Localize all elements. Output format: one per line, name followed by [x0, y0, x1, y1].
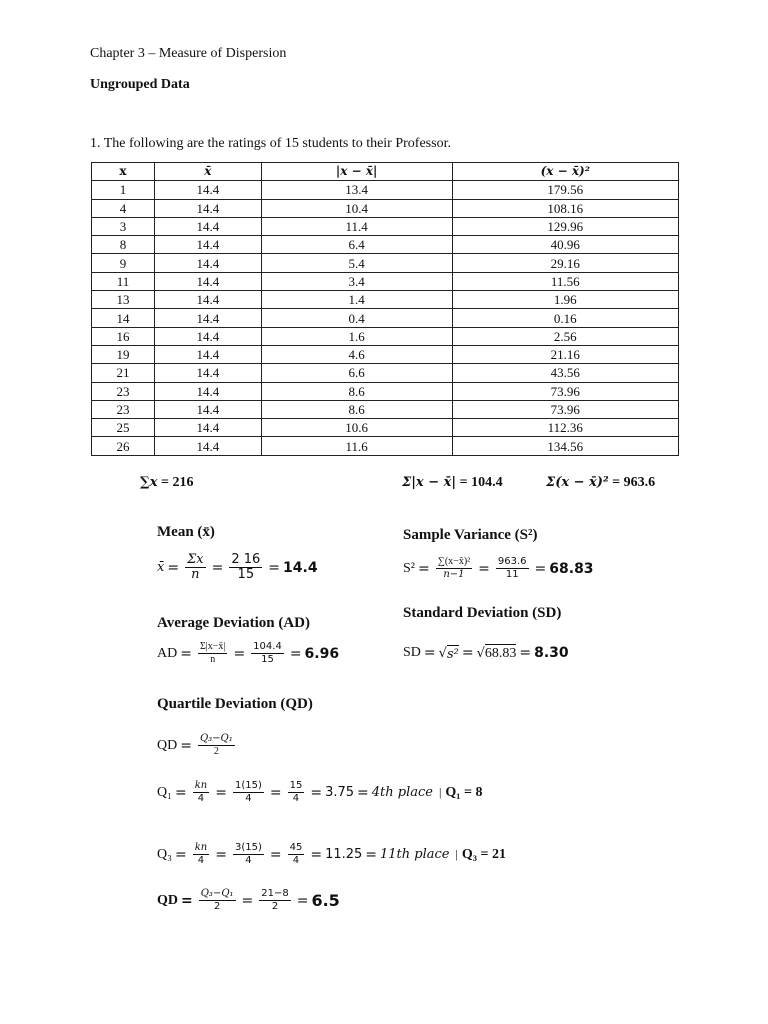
table-row — [92, 400, 679, 418]
ad-def-frac — [198, 641, 227, 666]
qd-final-result: 6.5 — [311, 891, 340, 910]
table-header-row — [92, 163, 679, 181]
cell-abs-dev: 11.4 — [261, 217, 452, 235]
cell-abs-dev: 10.4 — [261, 199, 452, 217]
qd-final-f1-den: 2 — [213, 901, 221, 912]
q3-f3-num: 45 — [289, 842, 303, 853]
cell-x: 14 — [92, 309, 155, 327]
cell-x: 8 — [92, 236, 155, 254]
cell-mean: 14.4 — [154, 327, 261, 345]
table-row — [92, 419, 679, 437]
col-header-x: x — [92, 163, 155, 181]
q1-f3-den: 4 — [292, 793, 300, 804]
cell-mean: 14.4 — [154, 400, 261, 418]
ad-heading: Average Deviation (AD) — [157, 615, 311, 631]
ad-val-frac — [251, 641, 284, 666]
q1-f2-den: 4 — [245, 793, 252, 804]
cell-sq-dev: 29.16 — [452, 254, 678, 272]
q1-separator: | — [438, 785, 442, 799]
cell-mean: 14.4 — [154, 309, 261, 327]
mean-lhs: x̄ — [157, 560, 165, 575]
ratings-table — [91, 162, 679, 456]
sqrt-icon: √ — [438, 645, 447, 661]
table-row — [92, 345, 679, 363]
mean-val-den: 15 — [237, 567, 255, 582]
q3-f1 — [193, 842, 210, 867]
col-header-sq-dev: (x − x̄)² — [452, 163, 678, 181]
section-subtitle: Ungrouped Data — [90, 77, 190, 92]
sum-x-label: ∑x — [140, 475, 158, 490]
cell-sq-dev: 112.36 — [452, 419, 678, 437]
table-row — [92, 236, 679, 254]
qd-def-frac — [198, 733, 235, 758]
cell-abs-dev: 8.6 — [261, 382, 452, 400]
sd-heading: Standard Deviation (SD) — [403, 605, 562, 621]
q3-f3 — [288, 842, 305, 867]
variance-val-den: 11 — [505, 569, 519, 580]
col-header-abs-dev: |x − x̄| — [261, 163, 452, 181]
sd-value: 68.83 — [484, 646, 517, 661]
q1-f3 — [288, 780, 305, 805]
q1-f2 — [233, 780, 264, 805]
table-row — [92, 254, 679, 272]
cell-abs-dev: 1.6 — [261, 327, 452, 345]
cell-abs-dev: 11.6 — [261, 437, 452, 455]
q3-f2 — [233, 842, 264, 867]
mean-result: 14.4 — [283, 559, 318, 576]
cell-sq-dev: 40.96 — [452, 236, 678, 254]
cell-mean: 14.4 — [154, 419, 261, 437]
cell-mean: 14.4 — [154, 254, 261, 272]
cell-sq-dev: 2.56 — [452, 327, 678, 345]
ad-val-num: 104.4 — [253, 641, 282, 652]
cell-x: 4 — [92, 199, 155, 217]
q1-f1 — [193, 780, 210, 805]
table-row — [92, 437, 679, 455]
cell-mean: 14.4 — [154, 181, 261, 199]
ad-def-den: n — [210, 654, 216, 665]
mean-def-num: Σx — [187, 552, 204, 567]
variance-result: 68.83 — [549, 560, 594, 577]
table-row — [92, 327, 679, 345]
cell-x: 13 — [92, 291, 155, 309]
cell-abs-dev: 6.6 — [261, 364, 452, 382]
variance-heading: Sample Variance (S²) — [403, 527, 538, 543]
mean-def-den: n — [191, 567, 200, 582]
cell-abs-dev: 1.4 — [261, 291, 452, 309]
cell-x: 3 — [92, 217, 155, 235]
variance-def-frac — [436, 556, 472, 581]
cell-sq-dev: 11.56 — [452, 272, 678, 290]
cell-x: 21 — [92, 364, 155, 382]
sum-x — [140, 475, 194, 491]
cell-sq-dev: 0.16 — [452, 309, 678, 327]
qd-final-f1 — [199, 888, 236, 913]
ad-formula: AD = $\frac{\Sigma|x-x̄|}{n}$ = $\frac{104.4}{15}$ = 6.96 — [157, 641, 340, 665]
q3-place: 11th place — [380, 847, 450, 862]
table-row — [92, 309, 679, 327]
mean-val-frac — [229, 553, 262, 582]
cell-abs-dev: 8.6 — [261, 400, 452, 418]
col-header-mean: x̄ — [154, 163, 261, 181]
q3-formula: Q₃ = $\frac{kn}{4}$ = $\frac{3(15)}{4}$ = $\frac{45}{4}$ = 11.25 = 11th place | Q₃ = 21 — [157, 842, 506, 866]
cell-mean: 14.4 — [154, 291, 261, 309]
sd-lhs: SD — [403, 645, 421, 660]
ad-val-den: 15 — [261, 654, 274, 665]
cell-abs-dev: 10.6 — [261, 419, 452, 437]
cell-sq-dev: 43.56 — [452, 364, 678, 382]
cell-x: 9 — [92, 254, 155, 272]
q1-value: 3.75 — [325, 785, 355, 800]
table-row — [92, 272, 679, 290]
cell-x: 1 — [92, 181, 155, 199]
qd-def-den: 2 — [213, 746, 219, 757]
table-row — [92, 382, 679, 400]
q3-f2-den: 4 — [245, 855, 252, 866]
cell-mean: 14.4 — [154, 382, 261, 400]
cell-abs-dev: 4.6 — [261, 345, 452, 363]
cell-abs-dev: 3.4 — [261, 272, 452, 290]
variance-val-num: 963.6 — [497, 556, 527, 567]
sum-abs-dev — [402, 475, 503, 491]
cell-sq-dev: 73.96 — [452, 400, 678, 418]
q1-f1-den: 4 — [197, 793, 205, 804]
mean-def-frac — [185, 553, 206, 582]
sd-radicand: s² — [446, 646, 459, 662]
qd-formula: QD = $\frac{\text{Q₃−Q₁}}{2}$ — [157, 733, 233, 757]
q3-separator: | — [455, 847, 458, 861]
cell-mean: 14.4 — [154, 345, 261, 363]
cell-x: 16 — [92, 327, 155, 345]
table-row — [92, 364, 679, 382]
cell-sq-dev: 1.96 — [452, 291, 678, 309]
ad-def-num: Σ|x−x̄| — [199, 641, 226, 652]
qd-final-f2 — [259, 888, 290, 913]
sum-abs-label: Σ|x − x̄| — [402, 475, 457, 490]
qd-final-f2-num: 21−8 — [261, 888, 289, 899]
cell-x: 23 — [92, 382, 155, 400]
cell-sq-dev: 134.56 — [452, 437, 678, 455]
sum-sq-label: Σ(x − x̄)² — [546, 475, 609, 490]
variance-def-den: n−1 — [443, 569, 465, 580]
q1-formula: Q₁ = $\frac{kn}{4}$ = $\frac{1(15)}{4}$ = $\frac{15}{4}$ = 3.75 = 4th place | Q₁ = 8 — [157, 780, 483, 804]
cell-mean: 14.4 — [154, 199, 261, 217]
q3-answer: Q₃ = 21 — [461, 846, 506, 862]
cell-x: 23 — [92, 400, 155, 418]
qd-lhs: QD — [157, 737, 178, 753]
ad-result: 6.96 — [304, 645, 340, 662]
table-row — [92, 181, 679, 199]
cell-mean: 14.4 — [154, 217, 261, 235]
table-row — [92, 199, 679, 217]
cell-abs-dev: 0.4 — [261, 309, 452, 327]
cell-sq-dev: 73.96 — [452, 382, 678, 400]
cell-x: 26 — [92, 437, 155, 455]
variance-val-frac — [496, 556, 529, 581]
cell-sq-dev: 21.16 — [452, 345, 678, 363]
table-row — [92, 217, 679, 235]
cell-mean: 14.4 — [154, 364, 261, 382]
sum-x-value: = 216 — [157, 475, 194, 490]
mean-val-num: 2 16 — [231, 552, 261, 567]
qd-final-f1-num: Q₃−Q₁ — [200, 888, 234, 899]
variance-def-num: ∑(x−x̄)² — [437, 556, 471, 567]
cell-x: 11 — [92, 272, 155, 290]
cell-x: 25 — [92, 419, 155, 437]
qd-final-formula: QD = $\frac{\text{Q₃−Q₁}}{2}$ = $\frac{21-8}{2}$ = 6.5 — [157, 888, 340, 912]
q1-answer: Q₁ = 8 — [445, 784, 483, 800]
cell-sq-dev: 179.56 — [452, 181, 678, 199]
cell-mean: 14.4 — [154, 236, 261, 254]
sum-sq-dev — [546, 475, 655, 491]
table-body — [92, 181, 679, 455]
q3-f3-den: 4 — [292, 855, 300, 866]
cell-sq-dev: 129.96 — [452, 217, 678, 235]
table-row — [92, 291, 679, 309]
qd-final-f2-den: 2 — [271, 901, 279, 912]
sd-formula: SD = √ s² = √ 68.83 = 8.30 — [403, 645, 569, 662]
question-text: 1. The following are the ratings of 15 students to their Professor. — [90, 136, 451, 151]
cell-mean: 14.4 — [154, 437, 261, 455]
q3-f1-num: kn — [194, 842, 208, 853]
chapter-title: Chapter 3 – Measure of Dispersion — [90, 46, 287, 61]
cell-abs-dev: 5.4 — [261, 254, 452, 272]
variance-formula: S² = $\frac{\text{∑(x−x̄)²}}{n-1}$ = $\frac{963.6}{11}$ = 68.83 — [403, 556, 594, 580]
sqrt-icon-2: √ — [476, 645, 485, 661]
cell-abs-dev: 13.4 — [261, 181, 452, 199]
q1-f3-num: 15 — [289, 780, 303, 791]
ad-lhs: AD — [157, 645, 178, 661]
q1-f1-num: kn — [194, 780, 208, 791]
cell-mean: 14.4 — [154, 272, 261, 290]
qd-def-num: Q₃−Q₁ — [199, 733, 233, 744]
q1-lhs: Q₁ — [157, 784, 172, 800]
q1-place: 4th place — [371, 785, 433, 800]
mean-formula: x̄ = $\frac{\Sigma x}{n}$ = $\frac{2 16}{15}$ = 14.4 — [157, 552, 318, 582]
cell-abs-dev: 6.4 — [261, 236, 452, 254]
qd-final-lhs: QD — [157, 892, 178, 908]
cell-sq-dev: 108.16 — [452, 199, 678, 217]
variance-lhs: S² — [403, 560, 415, 576]
q3-f1-den: 4 — [197, 855, 205, 866]
cell-x: 19 — [92, 345, 155, 363]
q3-value: 11.25 — [325, 847, 363, 862]
q3-lhs: Q₃ — [157, 846, 172, 862]
q1-f2-num: 1(15) — [234, 780, 262, 791]
sum-sq-value: = 963.6 — [608, 475, 656, 490]
sd-result: 8.30 — [534, 645, 569, 661]
sum-abs-value: = 104.4 — [456, 475, 503, 490]
qd-heading: Quartile Deviation (QD) — [157, 696, 313, 712]
mean-heading: Mean (x̄) — [157, 524, 215, 540]
q3-f2-num: 3(15) — [234, 842, 262, 853]
